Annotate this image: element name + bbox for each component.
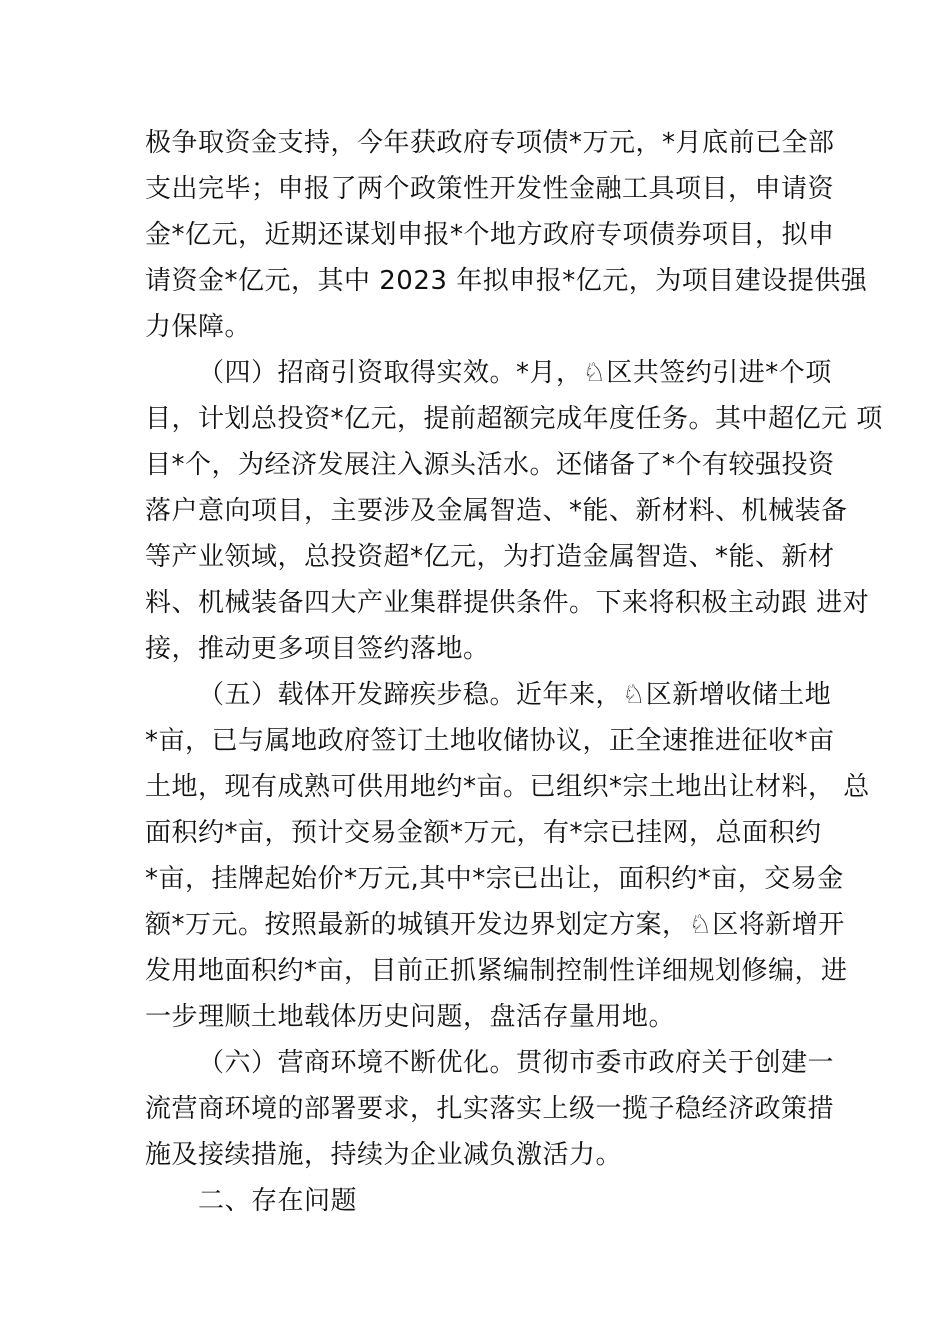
paragraph-line: 施及接续措施，持续为企业减负激活力。 (145, 1140, 623, 1170)
paragraph-line: 极争取资金支持，今年获政府专项债*万元，*月底前已全部 (145, 128, 835, 158)
paragraph-line: 金*亿元，近期还谋划申报*个地方政府专项债券项目，拟申 (145, 220, 835, 250)
section-title: 二、存在问题 (198, 1186, 358, 1216)
paragraph-line: 目，计划总投资*亿元，提前超额完成年度任务。其中超亿元 项 (145, 404, 883, 434)
paragraph-line: 支出完毕；申报了两个政策性开发性金融工具项目，申请资 (145, 174, 835, 204)
paragraph-line: *亩，挂牌起始价*万元,其中*宗已出让，面积约*亩，交易金 (145, 864, 844, 894)
paragraph-line: 一步理顺土地载体历史问题，盘活存量用地。 (145, 1002, 676, 1032)
section-heading-line: （六）营商环境不断优化。贯彻市委市政府关于创建一 (198, 1048, 835, 1078)
paragraph-line: 力保障。 (145, 312, 252, 342)
paragraph-line: 料、机械装备四大产业集群提供条件。下来将积极主动跟 进对 (145, 588, 870, 618)
paragraph-line: 发用地面积约*亩，目前正抓紧编制控制性详细规划修编，进 (145, 956, 848, 986)
paragraph-line: 请资金*亿元，其中 2023 年拟申报*亿元，为项目建设提供强 (145, 266, 868, 296)
section-heading-line: （四）招商引资取得实效。*月，♘区共签约引进*个项 (198, 358, 832, 388)
paragraph-line: *亩，已与属地政府签订土地收储协议，正全速推进征收*亩 (145, 726, 835, 756)
paragraph-line: 落户意向项目，主要涉及金属智造、*能、新材料、机械装备 (145, 496, 848, 526)
paragraph-line: 面积约*亩，预计交易金额*万元，有*宗已挂网，总面积约 (145, 818, 822, 848)
section-heading-line: （五）载体开发蹄疾步稳。近年来，♘区新增收储土地 (198, 680, 832, 710)
paragraph-line: 接，推动更多项目签约落地。 (145, 634, 490, 664)
paragraph-line: 目*个，为经济发展注入源头活水。还储备了*个有较强投资 (145, 450, 835, 480)
paragraph-line: 等产业领域，总投资超*亿元，为打造金属智造、*能、新材 (145, 542, 835, 572)
paragraph-line: 土地，现有成熟可供用地约*亩。已组织*宗土地出让材料， 总 (145, 772, 870, 802)
paragraph-line: 流营商环境的部署要求，扎实落实上级一揽子稳经济政策措 (145, 1094, 835, 1124)
paragraph-line: 额*万元。按照最新的城镇开发边界划定方案，♘区将新增开 (145, 910, 845, 940)
